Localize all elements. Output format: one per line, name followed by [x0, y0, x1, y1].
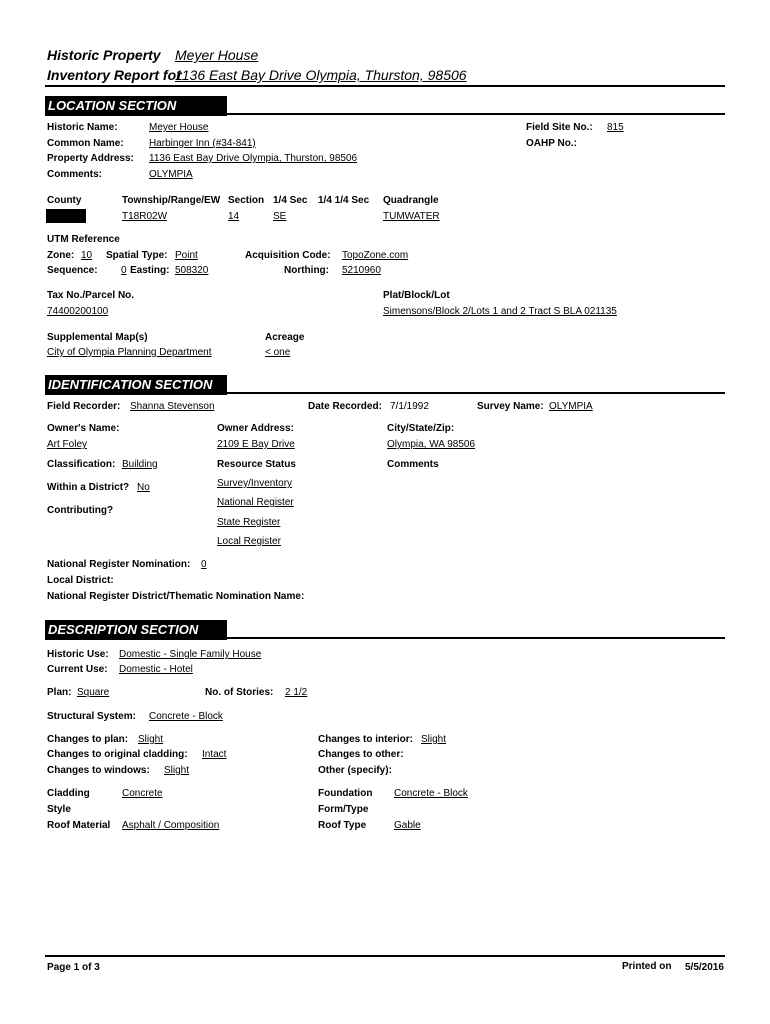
- title-value-1: Meyer House: [175, 47, 259, 63]
- within-district-value: No: [137, 482, 150, 493]
- status-survey-inventory: Survey/Inventory: [217, 478, 293, 489]
- comments-label: Comments:: [47, 169, 103, 180]
- resource-status-label: Resource Status: [217, 459, 296, 470]
- footer-rule: [45, 955, 725, 957]
- changes-interior-label: Changes to interior:: [318, 734, 414, 745]
- northing-label: Northing:: [284, 265, 329, 276]
- changes-windows-value: Slight: [164, 765, 190, 776]
- description-section-title: DESCRIPTION SECTION: [45, 620, 227, 640]
- resource-comments-label: Comments: [387, 459, 439, 470]
- status-local-register: Local Register: [217, 536, 281, 547]
- current-use-value: Domestic - Hotel: [119, 664, 193, 675]
- field-recorder-label: Field Recorder:: [47, 401, 121, 412]
- status-national-register: National Register: [217, 497, 294, 508]
- classification-label: Classification:: [47, 459, 116, 470]
- section-value: 14: [228, 211, 240, 222]
- property-address-value: 1136 East Bay Drive Olympia, Thurston, 98506: [149, 153, 358, 164]
- supplemental-map-label: Supplemental Map(s): [47, 332, 148, 343]
- spatial-type-label: Spatial Type:: [106, 250, 168, 261]
- current-use-label: Current Use:: [47, 664, 108, 675]
- roof-material-value: Asphalt / Composition: [122, 820, 220, 831]
- plat-label: Plat/Block/Lot: [383, 290, 450, 301]
- changes-windows-label: Changes to windows:: [47, 765, 150, 776]
- nr-nomination-label: National Register Nomination:: [47, 559, 191, 570]
- date-recorded-label: Date Recorded:: [308, 401, 382, 412]
- contributing-label: Contributing?: [47, 505, 114, 516]
- historic-use-label: Historic Use:: [47, 649, 109, 660]
- form-type-label: Form/Type: [318, 804, 369, 815]
- survey-name-value: OLYMPIA: [549, 401, 593, 412]
- quarter-sec-value: SE: [273, 211, 287, 222]
- sequence-label: Sequence:: [47, 265, 98, 276]
- title-label-1: Historic Property: [47, 47, 161, 63]
- changes-plan-label: Changes to plan:: [47, 734, 129, 745]
- county-redacted: [46, 209, 86, 223]
- quadrangle-label: Quadrangle: [383, 195, 439, 206]
- within-district-label: Within a District?: [47, 482, 130, 493]
- cladding-label: Cladding: [47, 788, 90, 799]
- header-rule: [45, 85, 725, 87]
- acquisition-code-value: TopoZone.com: [342, 250, 409, 261]
- field-recorder-value: Shanna Stevenson: [130, 401, 215, 412]
- structural-system-label: Structural System:: [47, 711, 136, 722]
- changes-cladding-value: Intact: [202, 749, 227, 760]
- survey-name-label: Survey Name:: [477, 401, 544, 412]
- northing-value: 5210960: [342, 265, 381, 276]
- other-specify-label: Other (specify):: [318, 765, 392, 776]
- status-state-register: State Register: [217, 517, 281, 528]
- nr-nomination-value: 0: [201, 559, 207, 570]
- local-district-label: Local District:: [47, 575, 114, 586]
- stories-label: No. of Stories:: [205, 687, 274, 698]
- plan-value: Square: [77, 687, 110, 698]
- foundation-label: Foundation: [318, 788, 373, 799]
- roof-material-label: Roof Material: [47, 820, 111, 831]
- easting-value: 508320: [175, 265, 209, 276]
- identification-section-title: IDENTIFICATION SECTION: [45, 375, 227, 395]
- township-value: T18R02W: [122, 211, 168, 222]
- county-label: County: [47, 195, 82, 206]
- field-site-value: 815: [607, 122, 624, 133]
- title-value-2: 1136 East Bay Drive Olympia, Thurston, 98506: [175, 67, 467, 83]
- supplemental-map-value: City of Olympia Planning Department: [47, 347, 212, 358]
- foundation-value: Concrete - Block: [394, 788, 468, 799]
- quarter-sec-label: 1/4 Sec: [273, 195, 308, 206]
- changes-cladding-label: Changes to original cladding:: [47, 749, 188, 760]
- date-recorded-value: 7/1/1992: [390, 401, 429, 412]
- changes-other-label: Changes to other:: [318, 749, 404, 760]
- owner-name-value: Art Foley: [47, 439, 88, 450]
- acquisition-code-label: Acquisition Code:: [245, 250, 331, 261]
- historic-use-value: Domestic - Single Family House: [119, 649, 262, 660]
- changes-plan-value: Slight: [138, 734, 164, 745]
- quadrangle-value: TUMWATER: [383, 211, 440, 222]
- acreage-label: Acreage: [265, 332, 305, 343]
- acreage-value: < one: [265, 347, 291, 358]
- style-label: Style: [47, 804, 71, 815]
- roof-type-label: Roof Type: [318, 820, 367, 831]
- title-label-2: Inventory Report for: [47, 67, 182, 83]
- tax-parcel-label: Tax No./Parcel No.: [47, 290, 135, 301]
- common-name-label: Common Name:: [47, 138, 124, 149]
- nr-district-label: National Register District/Thematic Nomination Name:: [47, 591, 305, 602]
- location-section-title: LOCATION SECTION: [45, 96, 227, 116]
- zone-label: Zone:: [47, 250, 75, 261]
- owner-address-label: Owner Address:: [217, 423, 294, 434]
- plat-value: Simensons/Block 2/Lots 1 and 2 Tract S BLA 021135: [383, 306, 617, 317]
- page-number: Page 1 of 3: [47, 962, 100, 973]
- printed-on-label: Printed on: [622, 961, 672, 972]
- owner-address-value: 2109 E Bay Drive: [217, 439, 295, 450]
- historic-name-value: Meyer House: [149, 122, 209, 133]
- utm-label: UTM Reference: [47, 234, 120, 245]
- owner-name-label: Owner's Name:: [47, 423, 120, 434]
- roof-type-value: Gable: [394, 820, 421, 831]
- historic-name-label: Historic Name:: [47, 122, 118, 133]
- tax-parcel-value: 74400200100: [47, 306, 109, 317]
- property-address-label: Property Address:: [47, 153, 134, 164]
- classification-value: Building: [122, 459, 158, 470]
- comments-value: OLYMPIA: [149, 169, 193, 180]
- common-name-value: Harbinger Inn (#34-841): [149, 138, 256, 149]
- cladding-value: Concrete: [122, 788, 163, 799]
- stories-value: 2 1/2: [285, 687, 308, 698]
- changes-interior-value: Slight: [421, 734, 447, 745]
- oahp-label: OAHP No.:: [526, 138, 577, 149]
- plan-label: Plan:: [47, 687, 72, 698]
- printed-date: 5/5/2016: [685, 962, 724, 973]
- city-state-zip-label: City/State/Zip:: [387, 423, 455, 434]
- structural-system-value: Concrete - Block: [149, 711, 223, 722]
- sequence-value: 0: [121, 265, 127, 276]
- city-state-zip-value: Olympia, WA 98506: [387, 439, 476, 450]
- field-site-label: Field Site No.:: [526, 122, 593, 133]
- section-label: Section: [228, 195, 265, 206]
- spatial-type-value: Point: [175, 250, 198, 261]
- easting-label: Easting:: [130, 265, 170, 276]
- township-label: Township/Range/EW: [122, 195, 221, 206]
- quarter-quarter-sec-label: 1/4 1/4 Sec: [318, 195, 370, 206]
- zone-value: 10: [81, 250, 93, 261]
